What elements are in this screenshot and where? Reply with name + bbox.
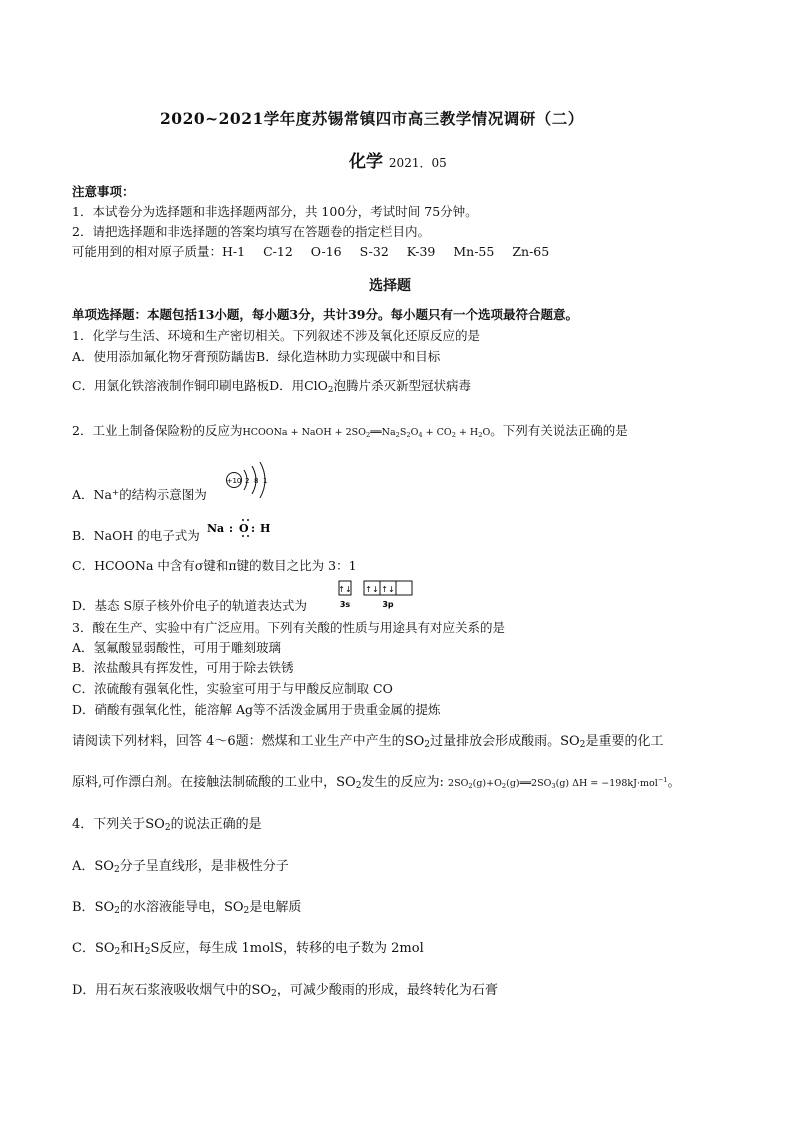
atomic-mass-k: K-39 (406, 244, 436, 259)
q1-option-d-text: 泡腾片杀灭新型冠状病毒 (333, 378, 472, 393)
exam-date: 2021．05 (388, 156, 447, 170)
so2-formula: $SO_2$ (94, 900, 120, 916)
lewis-dot-bottom-2 (247, 535, 249, 537)
q4-option-b: B．$SO_2$的水溶液能导电，$SO_2$是电解质 (72, 900, 302, 916)
q4-option-a: A．$SO_2$分子呈直线形，是非极性分子 (72, 859, 289, 875)
q2-option-b (72, 528, 200, 544)
material-text-2: 过量排放会形成酸雨。 (430, 734, 561, 749)
q2-option-a-desc: 的结构示意图为 (119, 487, 207, 502)
so2-formula: $SO_2$ (336, 775, 362, 791)
notice-item-2: 2．请把选择题和非选择题的答案均填写在答题卷的指定栏目内。 (72, 224, 430, 239)
orbital-3p-arrows-1: ↑↓ (365, 585, 379, 594)
orbital-diagram (336, 580, 420, 610)
q2-stem-suffix: 。下列有关说法正确的是 (490, 423, 628, 438)
atomic-mass-s: S-32 (359, 244, 389, 259)
na-ion-structure-diagram (224, 458, 276, 502)
so2-formula: $SO_2$ (560, 734, 586, 750)
atomic-mass-zn: Zn-65 (512, 244, 550, 259)
so2-formula: $SO_2$ (404, 734, 431, 750)
q3-option-a: A．氢氟酸显弱酸性，可用于雕刻玻璃 (72, 640, 282, 655)
h2s-formula: $H_2S$ (133, 941, 160, 957)
q1-stem: 1．化学与生活、环境和生产密切相关。下列叙述不涉及氧化还原反应的是 (72, 328, 480, 343)
orbital-3p-box-3 (396, 581, 412, 595)
q2-option-b-text: B．NaOH 的电子式为 (72, 528, 200, 543)
material-line-2 (72, 775, 681, 792)
so2-formula: $SO_2$ (94, 941, 121, 957)
q1-option-d-formula: ClO (304, 378, 328, 393)
lewis-colon-2: : (251, 522, 256, 535)
q2-option-a-label: A．Na (72, 487, 112, 502)
q2-option-d: D．基态 S原子核外价电子的轨道表达式为 (72, 598, 308, 613)
q3-option-b: B．浓盐酸具有挥发性，可用于除去铁锈 (72, 660, 294, 675)
orbital-3s-arrows: ↑↓ (338, 585, 352, 594)
q1-option-a: A．使用添加氟化物牙膏预防龋齿 (72, 349, 257, 364)
q1-options-ab (72, 349, 440, 365)
orbital-3p-label: 3p (382, 600, 394, 609)
so2-oxidation-equation: $2SO_2(g)+O_2(g)══2SO_3(g) \Delta H = -198kJ\cdot mol^{-1}$ (448, 776, 668, 790)
material-text-4: 原料,可作漂白剂。在接触法制硫酸的工业中， (72, 775, 337, 790)
lewis-colon: : (229, 522, 234, 535)
orbital-3s-label: 3s (339, 600, 351, 609)
q1-option-d-sub: 2 (327, 385, 334, 395)
shell-2-count: 8 (254, 477, 259, 485)
atomic-mass-label: 可能用到的相对原子质量： (72, 244, 223, 259)
material-text-3: 是重要的化工 (585, 734, 664, 749)
notice-item-1: 1．本试卷分为选择题和非选择题两部分，共 100分，考试时间 75分钟。 (72, 204, 478, 219)
so2-formula: $SO_2$ (223, 900, 250, 916)
atomic-mass-mn: Mn-55 (453, 244, 495, 259)
so2-formula: $SO_2$ (251, 983, 277, 999)
section-title: 选择题 (369, 278, 411, 294)
lewis-dot-top-1 (242, 519, 244, 521)
subject-name: 化学 (349, 152, 383, 172)
q4-stem: 4．下列关于$SO_2$的说法正确的是 (72, 817, 262, 833)
naoh-lewis-structure (207, 516, 275, 540)
q2-stem-prefix: 2．工业上制备保险粉的反应为 (72, 423, 243, 438)
lewis-dot-bottom-1 (242, 535, 244, 537)
material-line-1 (72, 734, 663, 750)
q1-option-b: B．绿化造林助力实现碳中和目标 (256, 349, 441, 364)
q2-option-a-charge: + (111, 488, 120, 498)
atomic-mass-c: C-12 (263, 244, 293, 259)
q1-option-d-prefix: D．用 (269, 378, 305, 393)
lewis-na: Na (207, 522, 225, 535)
material-text-1: 请阅读下列材料，回答 4～6题：燃煤和工业生产中产生的 (72, 734, 405, 749)
shell-3-count: 1 (263, 477, 268, 485)
nucleus-charge: +10 (226, 477, 242, 485)
so2-formula: $SO_2$ (145, 817, 171, 833)
q3-stem: 3．酸在生产、实验中有广泛应用。下列有关酸的性质与用途具有对应关系的是 (72, 620, 505, 635)
lewis-dot-top-2 (247, 519, 249, 521)
material-text-5: 发生的反应为: (361, 775, 444, 790)
q4-option-c: C．$SO_2$和$H_2S$反应，每生成 1molS，转移的电子数为 2mol (72, 941, 424, 957)
page-title: 2020~2021学年度苏锡常镇四市高三教学情况调研（二） (160, 109, 584, 128)
q2-stem (72, 423, 628, 441)
q2-option-c: C．HCOONa 中含有σ键和π键的数目之比为 3：1 (72, 558, 357, 573)
lewis-h: H (260, 522, 271, 535)
so2-formula: $SO_2$ (94, 859, 120, 875)
q3-option-d: D．硝酸有强氧化性，能溶解 Ag等不活泼金属用于贵重金属的提炼 (72, 702, 441, 717)
lewis-o: O (239, 522, 249, 535)
q4-option-d: D．用石灰石浆液吸收烟气中的$SO_2$，可减少酸雨的形成，最终转化为石膏 (72, 983, 498, 999)
orbital-3p-arrows-2: ↑↓ (381, 585, 395, 594)
q3-option-c: C．浓硫酸有强氧化性，实验室可用于与甲酸反应制取 CO (72, 681, 393, 696)
atomic-mass-o: O-16 (310, 244, 342, 259)
q2-option-a-text (72, 487, 207, 503)
notice-heading: 注意事项： (72, 184, 135, 199)
section-instruction: 单项选择题：本题包括13小题，每小题3分，共计39分。每小题只有一个选项最符合题意。 (72, 307, 578, 322)
q1-option-c: C．用氯化铁溶液制作铜印刷电路板 (72, 378, 270, 393)
subject-heading (349, 147, 447, 172)
shell-1-count: 2 (245, 477, 250, 485)
material-end: 。 (667, 775, 681, 790)
atomic-mass-line (72, 244, 549, 260)
atomic-mass-h: H-1 (222, 244, 246, 259)
q2-reaction-equation: HCOONa + NaOH + $2SO_2══Na_2S_2O_4 + CO_2 + H_2O$ (242, 427, 491, 439)
q1-options-cd (72, 378, 471, 394)
